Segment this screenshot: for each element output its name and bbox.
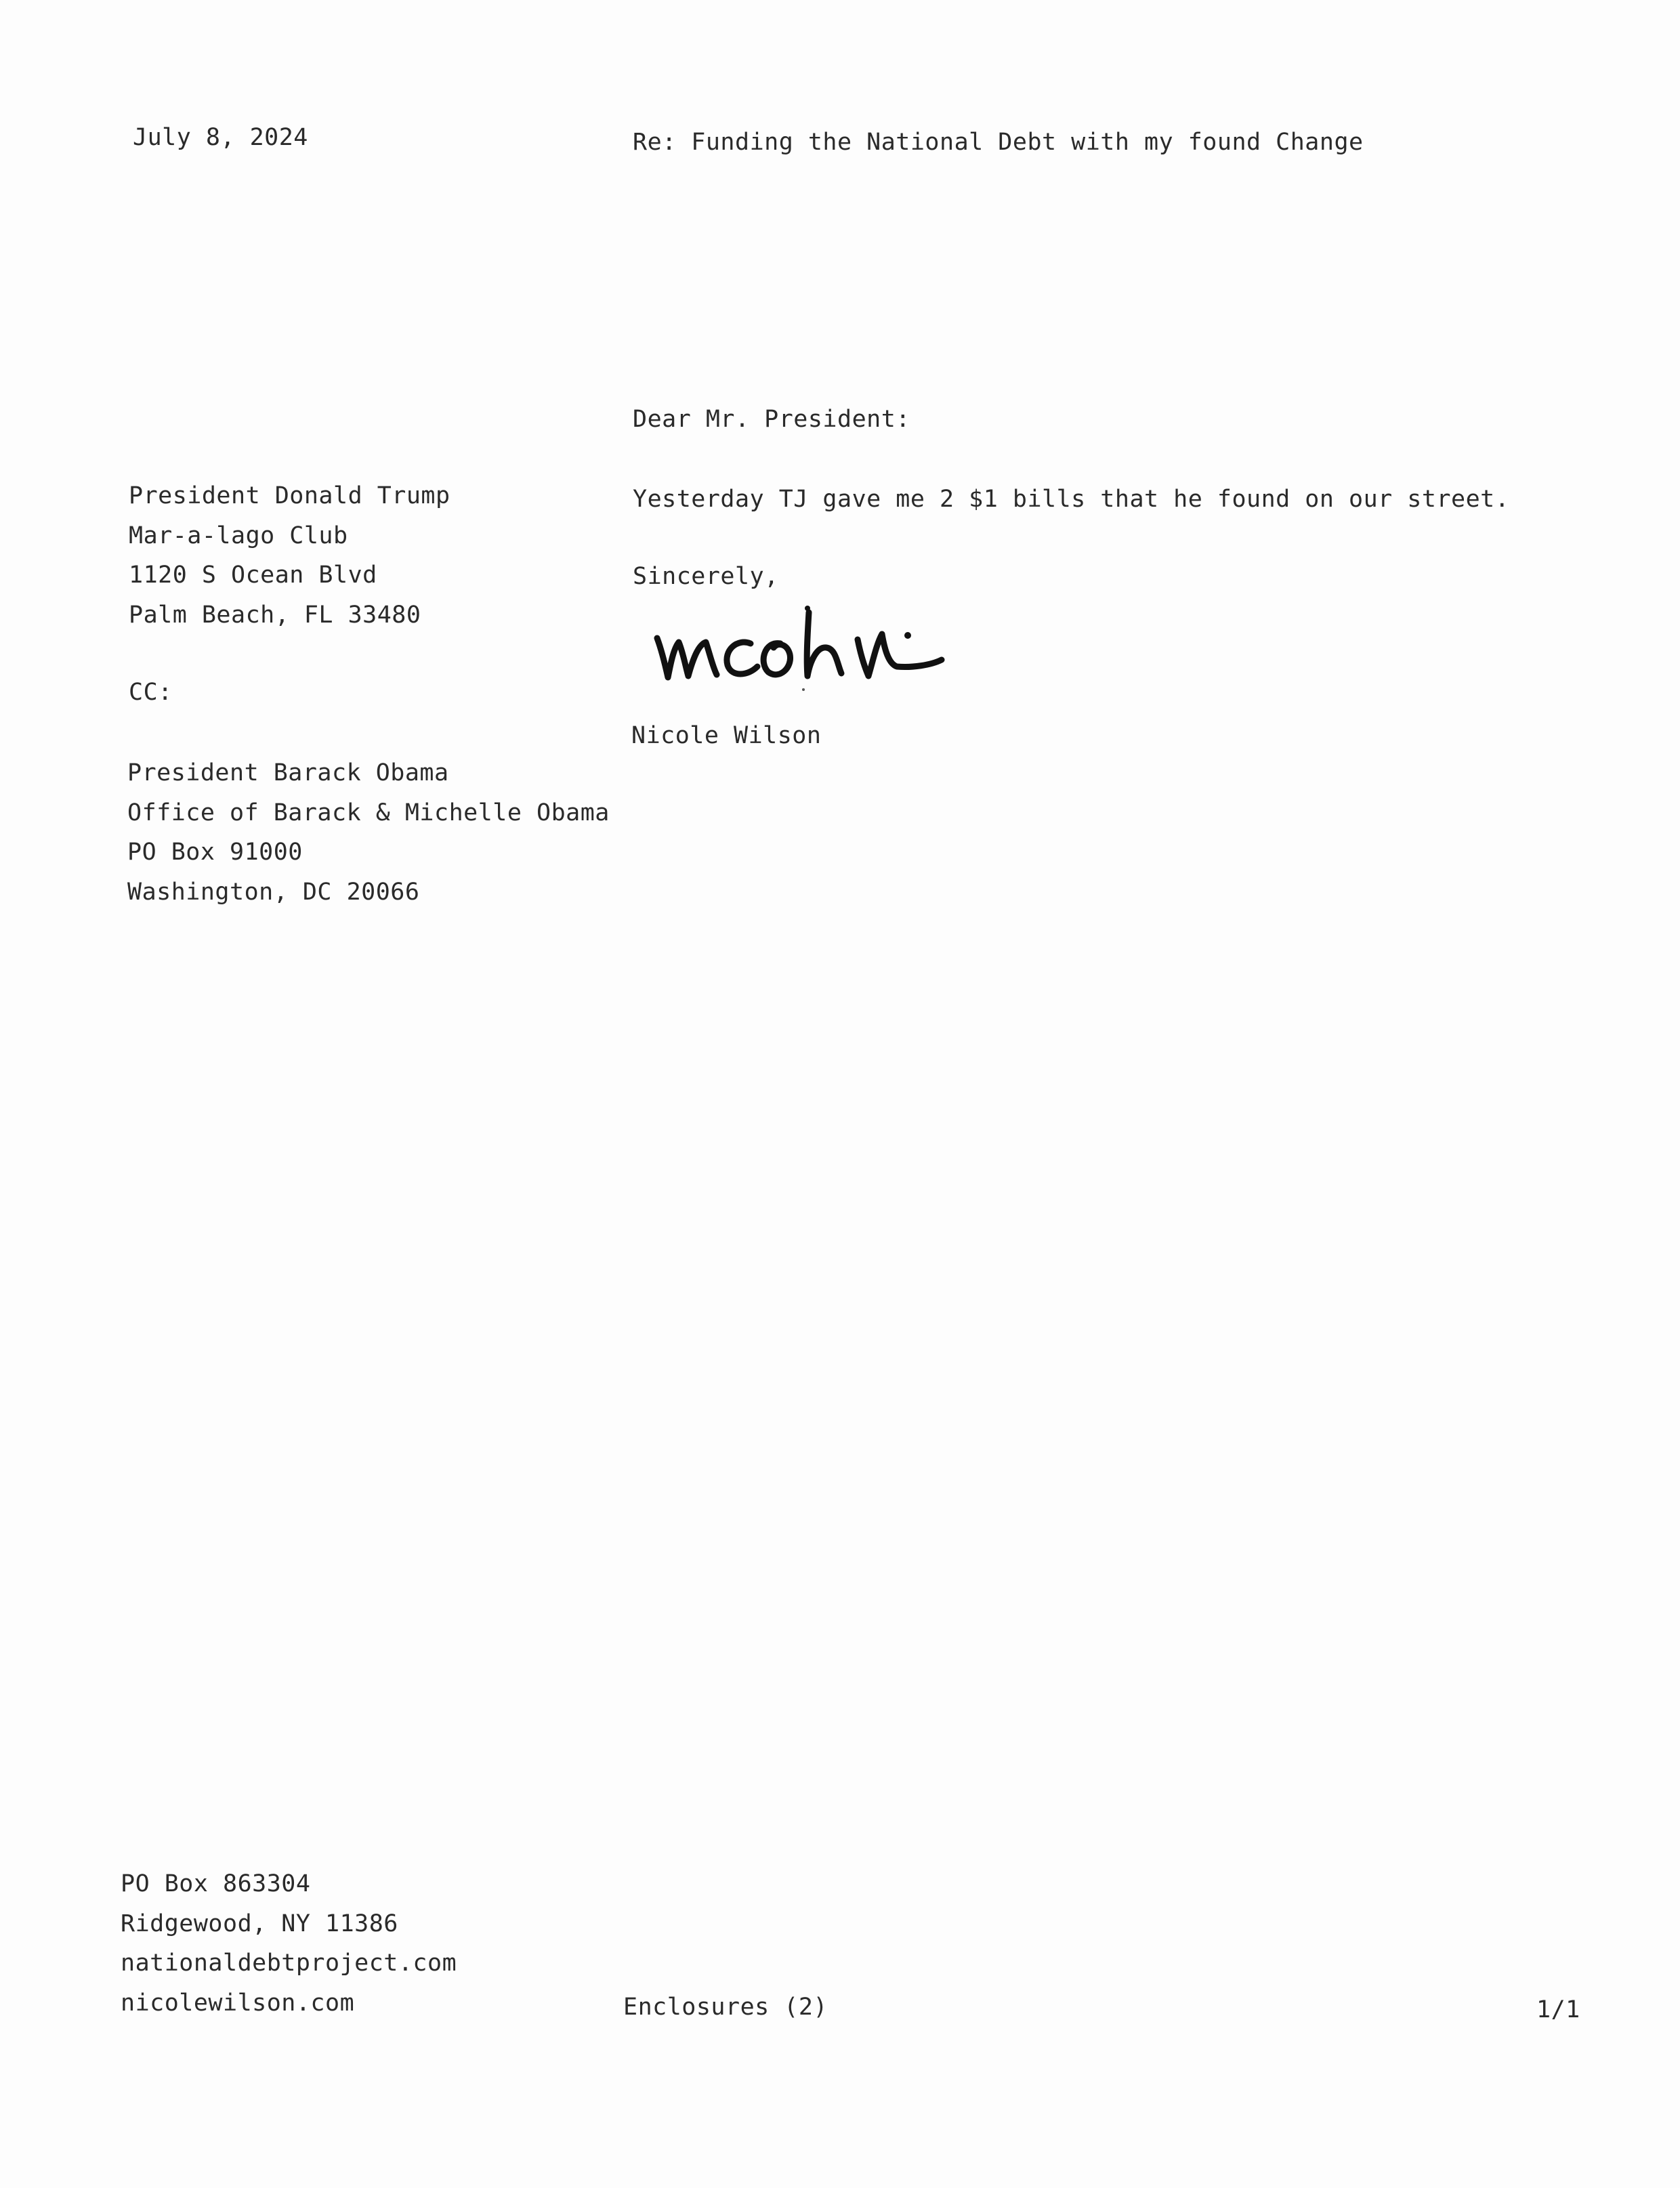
letter-date: July 8, 2024 bbox=[133, 124, 308, 151]
sender-city: Ridgewood, NY 11386 bbox=[121, 1910, 398, 1937]
sender-website-2: nicolewilson.com bbox=[121, 1989, 355, 2017]
closing: Sincerely, bbox=[633, 563, 779, 590]
recipient-city: Palm Beach, FL 33480 bbox=[129, 601, 421, 629]
recipient-name: President Donald Trump bbox=[129, 482, 450, 509]
letter-subject: Re: Funding the National Debt with my found Change bbox=[633, 129, 1364, 156]
recipient-line2: Mar-a-lago Club bbox=[129, 522, 348, 549]
recipient-street: 1120 S Ocean Blvd bbox=[129, 562, 377, 589]
cc-office: Office of Barack & Michelle Obama bbox=[127, 799, 610, 826]
salutation: Dear Mr. President: bbox=[633, 406, 910, 433]
cc-city: Washington, DC 20066 bbox=[127, 878, 420, 906]
sender-po-box: PO Box 863304 bbox=[121, 1870, 311, 1897]
cc-po-box: PO Box 91000 bbox=[127, 839, 303, 866]
recipient-address bbox=[129, 476, 450, 635]
enclosures-note: Enclosures (2) bbox=[623, 1994, 828, 2021]
handwritten-signature bbox=[642, 596, 994, 698]
letter-body: Yesterday TJ gave me 2 $1 bills that he found on our street. bbox=[633, 486, 1510, 513]
signer-name: Nicole Wilson bbox=[631, 722, 822, 749]
sender-website-1: nationaldebtproject.com bbox=[121, 1950, 457, 1977]
cc-name: President Barack Obama bbox=[127, 759, 449, 786]
cc-label: CC: bbox=[129, 679, 173, 706]
cc-address bbox=[127, 753, 610, 912]
page-number: 1/1 bbox=[1536, 1996, 1580, 2023]
sender-address bbox=[121, 1864, 457, 2023]
